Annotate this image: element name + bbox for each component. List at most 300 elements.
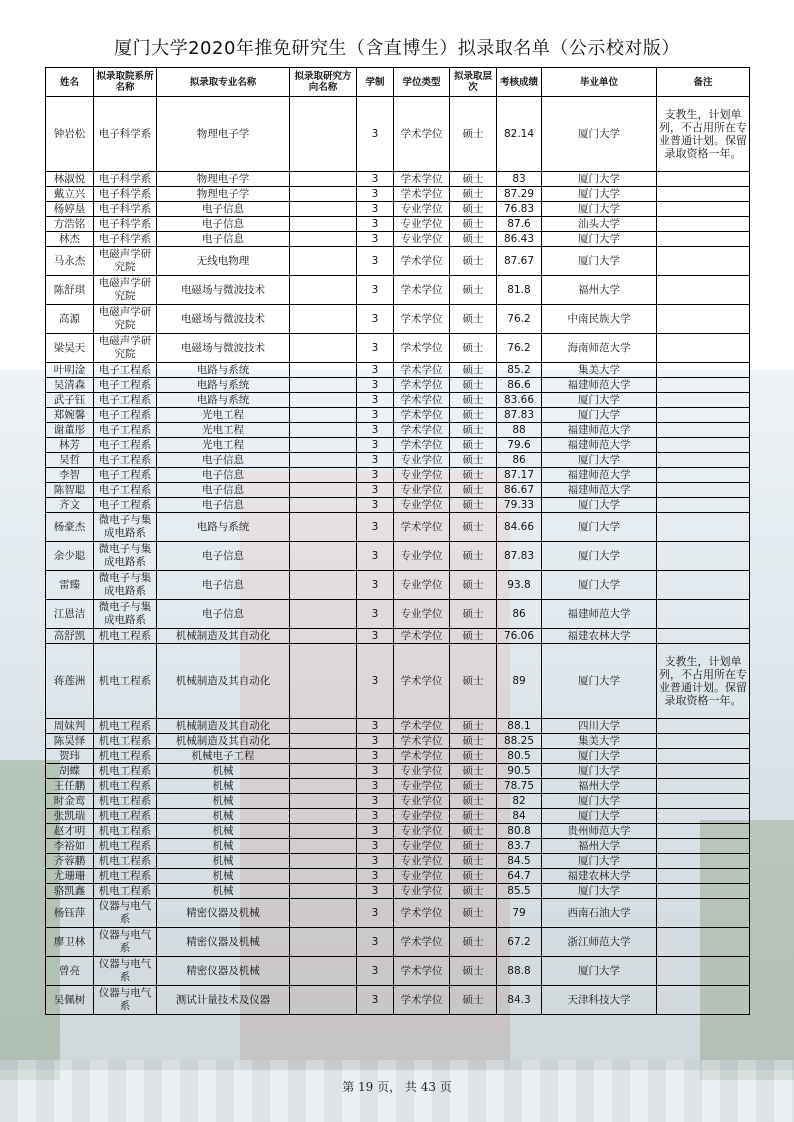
cell-remarks (657, 719, 750, 734)
cell-department: 微电子与集成电路系 (94, 600, 157, 629)
cell-remarks (657, 600, 750, 629)
cell-department: 电子科学系 (94, 187, 157, 202)
cell-department: 微电子与集成电路系 (94, 571, 157, 600)
cell-remarks (657, 393, 750, 408)
cell-research-direction (290, 629, 357, 644)
cell-degree-type: 学术学位 (394, 438, 450, 453)
cell-score: 86.6 (497, 378, 542, 393)
cell-years: 3 (357, 513, 394, 542)
cell-degree-type: 专业学位 (394, 468, 450, 483)
table-row (46, 854, 750, 869)
cell-name: 贺玮 (46, 749, 94, 764)
cell-score: 67.2 (497, 928, 542, 957)
cell-name: 张凯瑞 (46, 809, 94, 824)
cell-graduation-school: 海南师范大学 (542, 334, 657, 363)
cell-remarks (657, 869, 750, 884)
cell-level: 硕士 (450, 97, 497, 172)
cell-score: 83.7 (497, 839, 542, 854)
cell-years: 3 (357, 839, 394, 854)
cell-major: 光电工程 (157, 423, 290, 438)
cell-degree-type: 专业学位 (394, 600, 450, 629)
cell-years: 3 (357, 378, 394, 393)
table-row (46, 928, 750, 957)
page-title: 厦门大学2020年推免研究生（含直博生）拟录取名单（公示校对版） (114, 38, 680, 59)
cell-remarks: 支教生，计划单列，不占用所在专业普通计划。保留录取资格一年。 (657, 644, 750, 719)
table-row (46, 483, 750, 498)
cell-remarks (657, 854, 750, 869)
cell-graduation-school: 福建师范大学 (542, 378, 657, 393)
cell-major: 物理电子学 (157, 187, 290, 202)
cell-level: 硕士 (450, 839, 497, 854)
cell-research-direction (290, 172, 357, 187)
cell-level: 硕士 (450, 824, 497, 839)
table-row (46, 305, 750, 334)
header-department: 拟录取院系所名称 (94, 68, 157, 97)
cell-name: 时金鸾 (46, 794, 94, 809)
cell-department: 机电工程系 (94, 809, 157, 824)
cell-department: 机电工程系 (94, 734, 157, 749)
cell-degree-type: 学术学位 (394, 928, 450, 957)
cell-major: 无线电物理 (157, 247, 290, 276)
cell-level: 硕士 (450, 453, 497, 468)
header-graduation-school: 毕业单位 (542, 68, 657, 97)
cell-major: 电子信息 (157, 542, 290, 571)
cell-years: 3 (357, 928, 394, 957)
cell-graduation-school: 福建农林大学 (542, 629, 657, 644)
cell-graduation-school: 厦门大学 (542, 97, 657, 172)
cell-level: 硕士 (450, 854, 497, 869)
cell-major: 电路与系统 (157, 513, 290, 542)
cell-graduation-school: 福建师范大学 (542, 600, 657, 629)
cell-name: 杨婷垦 (46, 202, 94, 217)
cell-remarks (657, 986, 750, 1015)
table-row (46, 453, 750, 468)
cell-years: 3 (357, 468, 394, 483)
cell-department: 电磁声学研究院 (94, 305, 157, 334)
cell-level: 硕士 (450, 899, 497, 928)
cell-major: 机械 (157, 824, 290, 839)
header-score: 考核成绩 (497, 68, 542, 97)
cell-name: 钟岩松 (46, 97, 94, 172)
cell-years: 3 (357, 749, 394, 764)
table-row (46, 202, 750, 217)
cell-major: 精密仪器及机械 (157, 957, 290, 986)
cell-department: 机电工程系 (94, 779, 157, 794)
cell-score: 86.43 (497, 232, 542, 247)
cell-score: 79 (497, 899, 542, 928)
cell-department: 机电工程系 (94, 839, 157, 854)
cell-name: 齐蓉鹏 (46, 854, 94, 869)
cell-graduation-school: 厦门大学 (542, 644, 657, 719)
cell-graduation-school: 中南民族大学 (542, 305, 657, 334)
cell-department: 电子工程系 (94, 483, 157, 498)
cell-major: 电子信息 (157, 600, 290, 629)
cell-level: 硕士 (450, 542, 497, 571)
cell-degree-type: 专业学位 (394, 217, 450, 232)
cell-major: 电子信息 (157, 217, 290, 232)
cell-remarks (657, 202, 750, 217)
cell-graduation-school: 福建师范大学 (542, 438, 657, 453)
cell-research-direction (290, 764, 357, 779)
cell-graduation-school: 厦门大学 (542, 884, 657, 899)
cell-level: 硕士 (450, 498, 497, 513)
cell-remarks (657, 734, 750, 749)
cell-name: 武子钰 (46, 393, 94, 408)
table-row (46, 839, 750, 854)
cell-department: 机电工程系 (94, 749, 157, 764)
cell-name: 廖卫林 (46, 928, 94, 957)
cell-graduation-school: 厦门大学 (542, 749, 657, 764)
cell-years: 3 (357, 600, 394, 629)
cell-years: 3 (357, 232, 394, 247)
cell-major: 机械 (157, 884, 290, 899)
cell-graduation-school: 福州大学 (542, 839, 657, 854)
table-row (46, 629, 750, 644)
cell-name: 李裕如 (46, 839, 94, 854)
cell-remarks (657, 423, 750, 438)
cell-years: 3 (357, 187, 394, 202)
cell-name: 高源 (46, 305, 94, 334)
table-row (46, 884, 750, 899)
table-row (46, 779, 750, 794)
cell-degree-type: 学术学位 (394, 334, 450, 363)
cell-name: 林淑悦 (46, 172, 94, 187)
cell-major: 机械 (157, 809, 290, 824)
cell-remarks (657, 571, 750, 600)
cell-level: 硕士 (450, 734, 497, 749)
cell-graduation-school: 厦门大学 (542, 393, 657, 408)
cell-degree-type: 专业学位 (394, 779, 450, 794)
cell-research-direction (290, 957, 357, 986)
cell-research-direction (290, 97, 357, 172)
cell-graduation-school: 厦门大学 (542, 202, 657, 217)
cell-major: 电磁场与微波技术 (157, 334, 290, 363)
cell-department: 仪器与电气系 (94, 986, 157, 1015)
cell-research-direction (290, 408, 357, 423)
cell-research-direction (290, 468, 357, 483)
table-row (46, 232, 750, 247)
cell-research-direction (290, 423, 357, 438)
cell-department: 电磁声学研究院 (94, 334, 157, 363)
cell-years: 3 (357, 453, 394, 468)
cell-degree-type: 学术学位 (394, 644, 450, 719)
cell-major: 电子信息 (157, 468, 290, 483)
cell-level: 硕士 (450, 764, 497, 779)
cell-major: 精密仪器及机械 (157, 899, 290, 928)
cell-name: 赵才明 (46, 824, 94, 839)
cell-research-direction (290, 453, 357, 468)
cell-remarks (657, 629, 750, 644)
cell-department: 电磁声学研究院 (94, 247, 157, 276)
cell-major: 机械 (157, 794, 290, 809)
cell-major: 精密仪器及机械 (157, 928, 290, 957)
table-row (46, 468, 750, 483)
cell-graduation-school: 厦门大学 (542, 498, 657, 513)
cell-graduation-school: 福州大学 (542, 276, 657, 305)
cell-level: 硕士 (450, 276, 497, 305)
cell-remarks (657, 172, 750, 187)
cell-major: 物理电子学 (157, 97, 290, 172)
cell-graduation-school: 福建师范大学 (542, 468, 657, 483)
cell-level: 硕士 (450, 794, 497, 809)
cell-level: 硕士 (450, 483, 497, 498)
cell-department: 机电工程系 (94, 629, 157, 644)
table-row (46, 276, 750, 305)
cell-degree-type: 专业学位 (394, 839, 450, 854)
cell-remarks (657, 542, 750, 571)
cell-remarks (657, 809, 750, 824)
table-row (46, 734, 750, 749)
cell-years: 3 (357, 408, 394, 423)
cell-score: 84.66 (497, 513, 542, 542)
cell-level: 硕士 (450, 468, 497, 483)
cell-level: 硕士 (450, 247, 497, 276)
cell-major: 电路与系统 (157, 378, 290, 393)
cell-score: 86 (497, 600, 542, 629)
table-row (46, 217, 750, 232)
cell-years: 3 (357, 202, 394, 217)
table-row (46, 97, 750, 172)
table-row (46, 899, 750, 928)
cell-department: 机电工程系 (94, 764, 157, 779)
cell-major: 电路与系统 (157, 363, 290, 378)
page-footer: 第 19 页， 共 43 页 (342, 1080, 452, 1094)
cell-name: 陈舒琪 (46, 276, 94, 305)
table-row (46, 438, 750, 453)
cell-name: 林杰 (46, 232, 94, 247)
table-row (46, 749, 750, 764)
cell-score: 84 (497, 809, 542, 824)
cell-level: 硕士 (450, 408, 497, 423)
cell-level: 硕士 (450, 869, 497, 884)
cell-department: 电子工程系 (94, 378, 157, 393)
cell-remarks (657, 839, 750, 854)
cell-remarks (657, 884, 750, 899)
cell-name: 周妹判 (46, 719, 94, 734)
cell-level: 硕士 (450, 644, 497, 719)
cell-level: 硕士 (450, 957, 497, 986)
cell-major: 机械 (157, 764, 290, 779)
cell-department: 电子工程系 (94, 408, 157, 423)
cell-major: 机械制造及其自动化 (157, 629, 290, 644)
cell-name: 杨钰萍 (46, 899, 94, 928)
cell-degree-type: 学术学位 (394, 408, 450, 423)
cell-score: 76.2 (497, 334, 542, 363)
cell-score: 76.06 (497, 629, 542, 644)
cell-research-direction (290, 187, 357, 202)
cell-graduation-school: 福建师范大学 (542, 483, 657, 498)
cell-graduation-school: 厦门大学 (542, 854, 657, 869)
cell-degree-type: 专业学位 (394, 498, 450, 513)
cell-graduation-school: 贵州师范大学 (542, 824, 657, 839)
cell-score: 86.67 (497, 483, 542, 498)
cell-graduation-school: 西南石油大学 (542, 899, 657, 928)
cell-graduation-school: 四川大学 (542, 719, 657, 734)
cell-name: 吴哲 (46, 453, 94, 468)
cell-remarks (657, 334, 750, 363)
cell-department: 电子科学系 (94, 217, 157, 232)
cell-research-direction (290, 202, 357, 217)
cell-score: 82.14 (497, 97, 542, 172)
cell-department: 电子工程系 (94, 468, 157, 483)
cell-graduation-school: 福建农林大学 (542, 869, 657, 884)
cell-years: 3 (357, 438, 394, 453)
cell-department: 机电工程系 (94, 884, 157, 899)
cell-graduation-school: 厦门大学 (542, 232, 657, 247)
cell-name: 陈昊怿 (46, 734, 94, 749)
cell-major: 电子信息 (157, 483, 290, 498)
cell-degree-type: 学术学位 (394, 957, 450, 986)
cell-degree-type: 学术学位 (394, 378, 450, 393)
cell-score: 81.8 (497, 276, 542, 305)
cell-remarks (657, 438, 750, 453)
cell-remarks (657, 513, 750, 542)
cell-name: 林芳 (46, 438, 94, 453)
cell-remarks (657, 483, 750, 498)
cell-name: 吴佩树 (46, 986, 94, 1015)
cell-major: 机械制造及其自动化 (157, 719, 290, 734)
header-remarks: 备注 (657, 68, 750, 97)
cell-name: 骆凯鑫 (46, 884, 94, 899)
cell-degree-type: 专业学位 (394, 483, 450, 498)
cell-years: 3 (357, 305, 394, 334)
cell-graduation-school: 厦门大学 (542, 513, 657, 542)
cell-name: 杨豪杰 (46, 513, 94, 542)
cell-degree-type: 学术学位 (394, 734, 450, 749)
cell-score: 87.29 (497, 187, 542, 202)
table-row (46, 644, 750, 719)
cell-graduation-school: 天津科技大学 (542, 986, 657, 1015)
cell-department: 电子科学系 (94, 97, 157, 172)
header-research-direction: 拟录取研究方向名称 (290, 68, 357, 97)
cell-name: 王任鹏 (46, 779, 94, 794)
cell-remarks (657, 217, 750, 232)
cell-score: 93.8 (497, 571, 542, 600)
cell-score: 86 (497, 453, 542, 468)
cell-research-direction (290, 928, 357, 957)
cell-score: 83 (497, 172, 542, 187)
cell-graduation-school: 厦门大学 (542, 453, 657, 468)
cell-major: 机械 (157, 779, 290, 794)
cell-major: 机械 (157, 869, 290, 884)
cell-major: 物理电子学 (157, 172, 290, 187)
cell-department: 电子工程系 (94, 498, 157, 513)
cell-major: 电路与系统 (157, 393, 290, 408)
cell-years: 3 (357, 854, 394, 869)
admission-table (45, 67, 750, 1015)
cell-years: 3 (357, 629, 394, 644)
cell-score: 88.25 (497, 734, 542, 749)
cell-level: 硕士 (450, 571, 497, 600)
cell-remarks (657, 453, 750, 468)
cell-research-direction (290, 779, 357, 794)
cell-name: 曾亮 (46, 957, 94, 986)
cell-degree-type: 学术学位 (394, 629, 450, 644)
cell-research-direction (290, 794, 357, 809)
cell-years: 3 (357, 809, 394, 824)
cell-research-direction (290, 232, 357, 247)
cell-level: 硕士 (450, 393, 497, 408)
cell-graduation-school: 厦门大学 (542, 542, 657, 571)
cell-score: 79.33 (497, 498, 542, 513)
cell-score: 87.17 (497, 468, 542, 483)
cell-level: 硕士 (450, 378, 497, 393)
cell-graduation-school: 厦门大学 (542, 571, 657, 600)
cell-graduation-school: 浙江师范大学 (542, 928, 657, 957)
cell-name: 胡蝶 (46, 764, 94, 779)
cell-research-direction (290, 884, 357, 899)
cell-graduation-school: 厦门大学 (542, 187, 657, 202)
cell-research-direction (290, 719, 357, 734)
cell-research-direction (290, 644, 357, 719)
cell-name: 梁昊天 (46, 334, 94, 363)
cell-major: 机械制造及其自动化 (157, 734, 290, 749)
table-row (46, 363, 750, 378)
cell-major: 机械 (157, 839, 290, 854)
cell-research-direction (290, 854, 357, 869)
cell-years: 3 (357, 172, 394, 187)
cell-years: 3 (357, 957, 394, 986)
table-body (46, 97, 750, 1015)
cell-level: 硕士 (450, 334, 497, 363)
cell-score: 76.83 (497, 202, 542, 217)
cell-level: 硕士 (450, 423, 497, 438)
cell-score: 85.2 (497, 363, 542, 378)
cell-years: 3 (357, 217, 394, 232)
cell-score: 89 (497, 644, 542, 719)
cell-department: 微电子与集成电路系 (94, 513, 157, 542)
cell-degree-type: 学术学位 (394, 986, 450, 1015)
table-row (46, 408, 750, 423)
cell-graduation-school: 厦门大学 (542, 794, 657, 809)
cell-remarks (657, 794, 750, 809)
cell-department: 电子工程系 (94, 363, 157, 378)
cell-remarks (657, 498, 750, 513)
header-degree-type: 学位类型 (394, 68, 450, 97)
cell-degree-type: 专业学位 (394, 794, 450, 809)
cell-name: 余少聪 (46, 542, 94, 571)
cell-name: 尤珊珊 (46, 869, 94, 884)
cell-years: 3 (357, 824, 394, 839)
cell-years: 3 (357, 734, 394, 749)
cell-graduation-school: 厦门大学 (542, 957, 657, 986)
cell-graduation-school: 厦门大学 (542, 809, 657, 824)
cell-graduation-school: 厦门大学 (542, 247, 657, 276)
cell-degree-type: 学术学位 (394, 719, 450, 734)
cell-department: 电子工程系 (94, 423, 157, 438)
cell-level: 硕士 (450, 884, 497, 899)
cell-years: 3 (357, 571, 394, 600)
cell-department: 电子工程系 (94, 393, 157, 408)
cell-degree-type: 专业学位 (394, 764, 450, 779)
cell-years: 3 (357, 794, 394, 809)
cell-level: 硕士 (450, 438, 497, 453)
cell-department: 仪器与电气系 (94, 957, 157, 986)
cell-major: 机械电子工程 (157, 749, 290, 764)
cell-name: 蒋莲洲 (46, 644, 94, 719)
cell-name: 马永杰 (46, 247, 94, 276)
cell-research-direction (290, 513, 357, 542)
table-row (46, 571, 750, 600)
table-row (46, 986, 750, 1015)
cell-level: 硕士 (450, 600, 497, 629)
cell-major: 电子信息 (157, 453, 290, 468)
table-row (46, 172, 750, 187)
cell-score: 88.8 (497, 957, 542, 986)
cell-research-direction (290, 571, 357, 600)
cell-name: 齐文 (46, 498, 94, 513)
cell-research-direction (290, 393, 357, 408)
